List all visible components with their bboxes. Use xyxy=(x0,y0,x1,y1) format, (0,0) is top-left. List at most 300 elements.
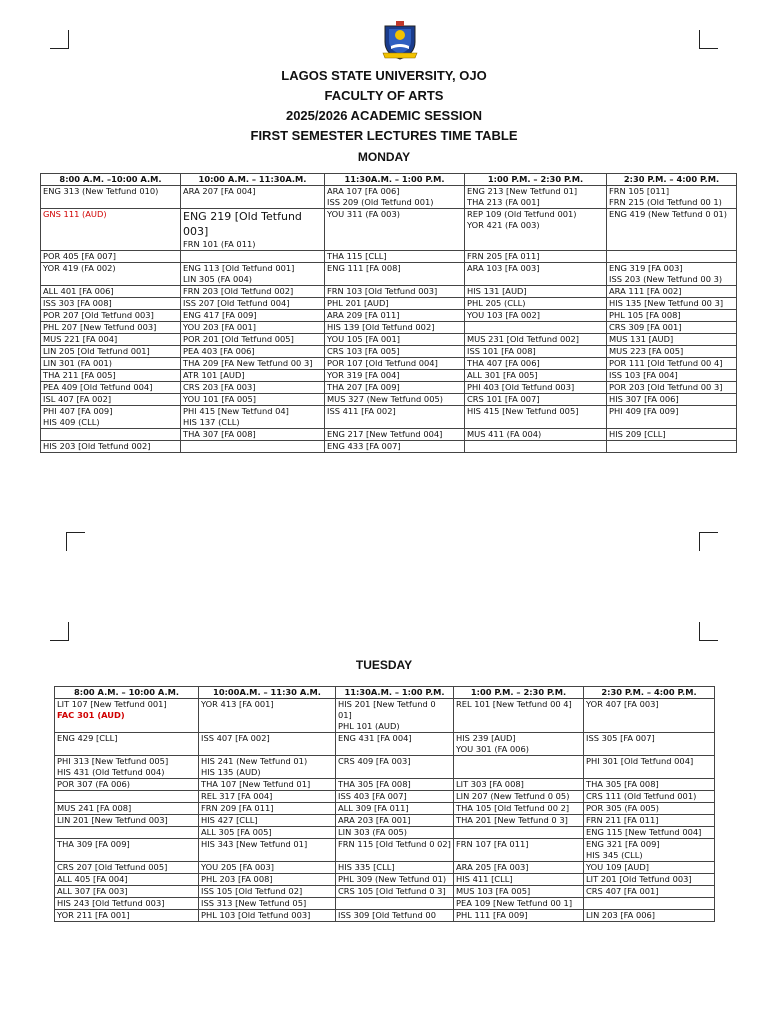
table-row xyxy=(55,791,715,803)
course-entry: ENG 417 [FA 009] xyxy=(183,310,257,320)
table-cell xyxy=(199,815,336,827)
course-entry: MUS 223 [FA 005] xyxy=(609,346,684,356)
university-name: LAGOS STATE UNIVERSITY, OJO xyxy=(281,68,487,83)
course-entry xyxy=(183,251,322,262)
course-entry: GNS 111 (AUD) xyxy=(43,209,107,219)
course-entry: PHI 415 [New Tetfund 04] xyxy=(183,406,289,416)
course-entry xyxy=(183,441,322,452)
course-entry: MUS 411 (FA 004) xyxy=(467,429,542,439)
table-cell xyxy=(199,910,336,922)
course-entry: THA 213 (FA 001] xyxy=(467,197,540,207)
course-entry: FRN 103 [Old Tetfund 003] xyxy=(327,286,438,296)
course-entry: YOU 101 [FA 005] xyxy=(183,394,256,404)
table-cell xyxy=(454,827,584,839)
table-cell xyxy=(336,839,454,862)
table-cell xyxy=(465,286,607,298)
course-entry: LIN 205 [Old Tetfund 001] xyxy=(43,346,150,356)
course-entry: CRS 203 [FA 003] xyxy=(183,382,256,392)
table-row xyxy=(55,910,715,922)
course-entry: THA 207 [FA 009] xyxy=(327,382,400,392)
faculty-name: FACULTY OF ARTS xyxy=(324,88,444,103)
table-cell xyxy=(465,346,607,358)
table-cell xyxy=(584,827,715,839)
table-cell xyxy=(325,370,465,382)
course-entry: THA 115 [CLL] xyxy=(327,251,387,261)
course-entry: POR 107 [Old Tetfund 004] xyxy=(327,358,438,368)
table-cell xyxy=(607,358,737,370)
course-entry: HIS 131 [AUD] xyxy=(467,286,527,296)
course-entry: HIS 411 [CLL] xyxy=(456,874,513,884)
course-entry: PEA 403 [FA 006] xyxy=(183,346,255,356)
table-row xyxy=(41,394,737,406)
table-cell xyxy=(55,791,199,803)
course-entry: ENG 429 [CLL] xyxy=(57,733,118,743)
table-cell xyxy=(55,815,199,827)
course-entry: ARA 209 [FA 011] xyxy=(327,310,400,320)
course-entry: PEA 409 [Old Tetfund 004] xyxy=(43,382,153,392)
table-cell xyxy=(336,862,454,874)
course-entry: FRN 211 [FA 011] xyxy=(586,815,659,825)
course-entry: ISS 309 [Old Tetfund 00 xyxy=(338,910,436,920)
course-entry: ENG 319 [FA 003] xyxy=(609,263,683,273)
course-entry: PHI 403 [Old Tetfund 003] xyxy=(467,382,575,392)
course-entry: HIS 431 (Old Tetfund 004) xyxy=(57,767,165,777)
table-cell xyxy=(55,874,199,886)
course-entry: FRN 115 [Old Tetfund 0 02] xyxy=(338,839,451,849)
table-row xyxy=(55,827,715,839)
table-cell xyxy=(336,803,454,815)
course-entry: ARA 107 [FA 006] xyxy=(327,186,400,196)
course-entry: YOR 319 [FA 004] xyxy=(327,370,400,380)
table-cell xyxy=(181,406,325,429)
table-cell xyxy=(325,334,465,346)
course-entry: ENG 313 (New Tetfund 010) xyxy=(43,186,159,196)
course-entry: HIS 135 (AUD) xyxy=(201,767,261,777)
table-cell xyxy=(336,733,454,756)
course-entry: PHL 111 [FA 009] xyxy=(456,910,528,920)
table-cell xyxy=(199,839,336,862)
table-cell xyxy=(465,310,607,322)
table-cell xyxy=(465,334,607,346)
course-entry: ALL 307 [FA 003] xyxy=(57,886,128,896)
monday-timetable xyxy=(40,173,737,453)
timetable-title: FIRST SEMESTER LECTURES TIME TABLE xyxy=(250,128,518,143)
table-cell xyxy=(454,779,584,791)
table-cell xyxy=(454,815,584,827)
tuesday-header-row xyxy=(55,687,715,699)
table-cell xyxy=(584,886,715,898)
table-cell xyxy=(465,186,607,209)
course-entry xyxy=(609,251,734,262)
table-cell xyxy=(181,346,325,358)
table-row xyxy=(41,310,737,322)
course-entry: POR 111 [Old Tetfund 00 4] xyxy=(609,358,723,368)
course-entry: REL 101 [New Tetfund 00 4] xyxy=(456,699,572,709)
course-entry: YOU 203 [FA 001] xyxy=(183,322,256,332)
course-entry: HIS 335 [CLL] xyxy=(338,862,395,872)
course-entry: ARA 203 [FA 001] xyxy=(338,815,411,825)
course-entry xyxy=(57,827,196,838)
table-cell xyxy=(607,406,737,429)
course-entry: CRS 103 [FA 005] xyxy=(327,346,400,356)
course-entry: PHI 301 [Old Tetfund 004] xyxy=(586,756,694,766)
course-entry: ENG 111 [FA 008] xyxy=(327,263,401,273)
course-entry: LIT 201 [Old Tetfund 003] xyxy=(586,874,692,884)
table-cell xyxy=(584,791,715,803)
course-entry: MUS 231 [Old Tetfund 002] xyxy=(467,334,580,344)
table-cell xyxy=(336,756,454,779)
table-cell xyxy=(454,699,584,733)
table-cell xyxy=(584,699,715,733)
table-cell xyxy=(584,898,715,910)
table-cell xyxy=(181,186,325,209)
table-cell xyxy=(181,334,325,346)
course-entry: POR 203 [Old Tetfund 00 3] xyxy=(609,382,723,392)
crop-mark-lower-left xyxy=(50,622,69,641)
course-entry xyxy=(609,441,734,452)
course-entry xyxy=(586,898,712,909)
course-entry: YOU 109 [AUD] xyxy=(586,862,649,872)
crop-mark-lower-right xyxy=(699,622,718,641)
table-row xyxy=(41,298,737,310)
table-cell xyxy=(181,286,325,298)
course-entry: ENG 219 [Old Tetfund 003] xyxy=(183,210,302,238)
course-entry: ENG 113 [Old Tetfund 001] xyxy=(183,263,295,273)
table-cell xyxy=(584,779,715,791)
table-cell xyxy=(55,910,199,922)
table-cell xyxy=(454,886,584,898)
table-cell xyxy=(465,263,607,286)
course-entry: REP 109 (Old Tetfund 001) xyxy=(467,209,577,219)
course-entry: THA 407 [FA 006] xyxy=(467,358,540,368)
course-entry: PHL 201 [AUD] xyxy=(327,298,389,308)
course-entry: PHL 309 (New Tetfund 01) xyxy=(338,874,447,884)
crop-mark-top-left xyxy=(50,30,69,49)
course-entry: HIS 409 (CLL) xyxy=(43,417,100,427)
table-cell xyxy=(336,791,454,803)
table-cell xyxy=(55,898,199,910)
crop-mark-top-right xyxy=(699,30,718,49)
course-entry: HIS 307 [FA 006] xyxy=(609,394,679,404)
table-cell xyxy=(325,346,465,358)
course-entry: ENG 419 (New Tetfund 0 01) xyxy=(609,209,728,219)
course-entry: ATR 101 [AUD] xyxy=(183,370,245,380)
course-entry: CRS 101 [FA 007] xyxy=(467,394,540,404)
table-cell xyxy=(199,791,336,803)
table-row xyxy=(41,251,737,263)
monday-column-header: 10:00 A.M. – 11:30A.M. xyxy=(181,174,325,186)
table-cell xyxy=(181,441,325,453)
table-cell xyxy=(454,910,584,922)
course-entry: ENG 321 [FA 009] xyxy=(586,839,660,849)
tuesday-column-header: 8:00 A.M. – 10:00 A.M. xyxy=(55,687,199,699)
table-row xyxy=(41,441,737,453)
table-cell xyxy=(325,358,465,370)
course-entry: ENG 213 [New Tetfund 01] xyxy=(467,186,578,196)
table-cell xyxy=(584,733,715,756)
table-row xyxy=(55,886,715,898)
course-entry: ISS 207 [Old Tetfund 004] xyxy=(183,298,290,308)
course-entry: PHL 105 [FA 008] xyxy=(609,310,681,320)
crop-mark-mid-left xyxy=(66,532,85,551)
table-row xyxy=(41,263,737,286)
table-cell xyxy=(41,441,181,453)
table-cell xyxy=(465,429,607,441)
table-cell xyxy=(607,346,737,358)
table-cell xyxy=(41,429,181,441)
course-entry: LIN 303 (FA 005) xyxy=(338,827,408,837)
table-cell xyxy=(465,358,607,370)
course-entry: ISS 411 [FA 002] xyxy=(327,406,396,416)
table-cell xyxy=(607,322,737,334)
course-entry: ALL 305 [FA 005] xyxy=(201,827,272,837)
table-cell xyxy=(465,298,607,310)
course-entry: PHL 101 (AUD) xyxy=(338,721,400,731)
course-entry: YOR 211 [FA 001] xyxy=(57,910,130,920)
course-entry: THA 107 [New Tetfund 01] xyxy=(201,779,311,789)
course-entry: CRS 309 [FA 001] xyxy=(609,322,682,332)
table-cell xyxy=(55,733,199,756)
crop-mark-mid-right xyxy=(699,532,718,551)
course-entry: MUS 131 [AUD] xyxy=(609,334,674,344)
course-entry: ISS 203 (New Tetfund 00 3) xyxy=(609,274,723,284)
table-cell xyxy=(181,382,325,394)
course-entry: PHI 313 [New Tetfund 005] xyxy=(57,756,169,766)
course-entry: ISS 101 [FA 008] xyxy=(467,346,536,356)
course-entry: HIS 139 [Old Tetfund 002] xyxy=(327,322,435,332)
course-entry: FRN 105 [011] xyxy=(609,186,670,196)
course-entry: ARA 103 [FA 003] xyxy=(467,263,540,273)
table-cell xyxy=(41,346,181,358)
table-cell xyxy=(41,370,181,382)
course-entry: HIS 243 [Old Tetfund 003] xyxy=(57,898,165,908)
table-row xyxy=(41,186,737,209)
table-cell xyxy=(454,733,584,756)
table-cell xyxy=(336,910,454,922)
course-entry: ARA 111 [FA 002] xyxy=(609,286,682,296)
course-entry: LIN 201 [New Tetfund 003] xyxy=(57,815,168,825)
table-row xyxy=(41,382,737,394)
course-entry: ALL 405 [FA 004] xyxy=(57,874,128,884)
course-entry: THA 201 [New Tetfund 0 3] xyxy=(456,815,568,825)
course-entry: REL 317 [FA 004] xyxy=(201,791,273,801)
table-cell xyxy=(607,334,737,346)
course-entry: YOR 413 [FA 001] xyxy=(201,699,274,709)
tuesday-column-header: 10:00A.M. – 11:30 A.M. xyxy=(199,687,336,699)
course-entry: YOR 421 (FA 003) xyxy=(467,220,540,230)
table-cell xyxy=(181,310,325,322)
table-cell xyxy=(41,394,181,406)
table-cell xyxy=(181,298,325,310)
table-cell xyxy=(181,370,325,382)
table-row xyxy=(55,815,715,827)
course-entry: CRS 409 [FA 003] xyxy=(338,756,411,766)
table-cell xyxy=(41,286,181,298)
table-row xyxy=(41,429,737,441)
course-entry: ISS 403 [FA 007] xyxy=(338,791,407,801)
course-entry: MUS 221 [FA 004] xyxy=(43,334,118,344)
table-cell xyxy=(325,209,465,251)
table-cell xyxy=(454,791,584,803)
table-row xyxy=(41,286,737,298)
tuesday-column-header: 1:00 P.M. – 2:30 P.M. xyxy=(454,687,584,699)
table-cell xyxy=(41,334,181,346)
table-cell xyxy=(607,298,737,310)
course-entry: FRN 205 [FA 011] xyxy=(467,251,540,261)
table-cell xyxy=(465,382,607,394)
table-cell xyxy=(199,779,336,791)
table-row xyxy=(55,839,715,862)
table-cell xyxy=(41,382,181,394)
course-entry: YOU 301 (FA 006) xyxy=(456,744,529,754)
table-cell xyxy=(465,322,607,334)
table-cell xyxy=(41,263,181,286)
course-entry: HIS 239 [AUD] xyxy=(456,733,516,743)
course-entry: ENG 217 [New Tetfund 004] xyxy=(327,429,443,439)
course-entry: PEA 109 [New Tetfund 00 1] xyxy=(456,898,573,908)
table-row xyxy=(55,699,715,733)
table-cell xyxy=(584,910,715,922)
table-cell xyxy=(607,286,737,298)
course-entry: HIS 203 [Old Tetfund 002] xyxy=(43,441,151,451)
table-cell xyxy=(465,394,607,406)
tuesday-timetable xyxy=(54,686,715,922)
table-cell xyxy=(325,263,465,286)
table-cell xyxy=(325,429,465,441)
course-entry: ISS 303 [FA 008] xyxy=(43,298,112,308)
course-entry: FRN 107 [FA 011] xyxy=(456,839,529,849)
table-cell xyxy=(199,862,336,874)
table-cell xyxy=(454,874,584,886)
course-entry: PHI 409 [FA 009] xyxy=(609,406,679,416)
table-cell xyxy=(584,874,715,886)
table-cell xyxy=(336,779,454,791)
table-cell xyxy=(199,733,336,756)
course-entry: ALL 401 [FA 006] xyxy=(43,286,114,296)
table-cell xyxy=(199,756,336,779)
course-entry xyxy=(456,827,581,838)
table-cell xyxy=(41,406,181,429)
course-entry: ISS 209 (Old Tetfund 001) xyxy=(327,197,434,207)
course-entry: HIS 427 [CLL] xyxy=(201,815,258,825)
table-cell xyxy=(199,803,336,815)
table-row xyxy=(55,803,715,815)
table-cell xyxy=(336,874,454,886)
table-cell xyxy=(41,310,181,322)
table-cell xyxy=(607,263,737,286)
table-cell xyxy=(41,209,181,251)
course-entry xyxy=(43,429,178,440)
course-entry: MUS 327 (New Tetfund 005) xyxy=(327,394,444,404)
table-row xyxy=(41,406,737,429)
course-entry xyxy=(456,756,581,767)
table-cell xyxy=(454,898,584,910)
table-cell xyxy=(584,803,715,815)
table-cell xyxy=(325,186,465,209)
course-entry xyxy=(338,898,451,909)
course-entry: ISS 105 [Old Tetfund 02] xyxy=(201,886,303,896)
course-entry: YOU 103 [FA 002] xyxy=(467,310,540,320)
table-cell xyxy=(584,756,715,779)
course-entry: MUS 241 [FA 008] xyxy=(57,803,132,813)
table-cell xyxy=(607,441,737,453)
table-row xyxy=(55,779,715,791)
table-cell xyxy=(41,251,181,263)
table-cell xyxy=(181,358,325,370)
course-entry: PHL 207 [New Tetfund 003] xyxy=(43,322,157,332)
table-cell xyxy=(607,394,737,406)
table-row xyxy=(55,898,715,910)
table-cell xyxy=(55,756,199,779)
course-entry: THA 105 [Old Tetfund 00 2] xyxy=(456,803,570,813)
course-entry: THA 309 [FA 009] xyxy=(57,839,130,849)
table-cell xyxy=(181,394,325,406)
table-cell xyxy=(325,286,465,298)
table-cell xyxy=(55,827,199,839)
course-entry: HIS 201 [New Tetfund 0 01] xyxy=(338,699,436,720)
course-entry: YOU 105 [FA 001] xyxy=(327,334,400,344)
course-entry: HIS 135 [New Tetfund 00 3] xyxy=(609,298,724,308)
table-cell xyxy=(465,251,607,263)
table-cell xyxy=(465,370,607,382)
course-entry xyxy=(467,322,604,333)
table-cell xyxy=(607,310,737,322)
table-cell xyxy=(181,251,325,263)
course-entry: LIN 301 (FA 001) xyxy=(43,358,113,368)
table-cell xyxy=(336,886,454,898)
course-entry: ISS 305 [FA 007] xyxy=(586,733,655,743)
table-row xyxy=(41,322,737,334)
course-entry: ISS 103 [FA 004] xyxy=(609,370,678,380)
table-cell xyxy=(181,429,325,441)
table-cell xyxy=(41,186,181,209)
table-cell xyxy=(181,209,325,251)
table-cell xyxy=(465,209,607,251)
table-cell xyxy=(607,382,737,394)
course-entry: PHL 103 [Old Tetfund 003] xyxy=(201,910,311,920)
monday-column-header: 8:00 A.M. –10:00 A.M. xyxy=(41,174,181,186)
course-entry: HIS 345 (CLL) xyxy=(586,850,643,860)
course-entry: ENG 115 [New Tetfund 004] xyxy=(586,827,702,837)
course-entry: LIN 305 (FA 004) xyxy=(183,274,253,284)
tuesday-label: TUESDAY xyxy=(355,658,413,672)
course-entry: HIS 415 [New Tetfund 005] xyxy=(467,406,579,416)
course-entry: LIT 107 [New Tetfund 001] xyxy=(57,699,167,709)
table-row xyxy=(41,209,737,251)
table-cell xyxy=(454,862,584,874)
table-cell xyxy=(55,839,199,862)
table-cell xyxy=(454,803,584,815)
course-entry: HIS 343 [New Tetfund 01] xyxy=(201,839,308,849)
course-entry: PHL 205 (CLL) xyxy=(467,298,526,308)
table-cell xyxy=(325,382,465,394)
course-entry: LIT 303 [FA 008] xyxy=(456,779,524,789)
course-entry: POR 307 (FA 006) xyxy=(57,779,131,789)
course-entry: POR 201 [Old Tetfund 005] xyxy=(183,334,294,344)
course-entry: HIS 209 [CLL] xyxy=(609,429,666,439)
table-cell xyxy=(55,886,199,898)
table-cell xyxy=(181,322,325,334)
table-cell xyxy=(607,370,737,382)
table-cell xyxy=(325,322,465,334)
course-entry: THA 307 [FA 008] xyxy=(183,429,256,439)
course-entry: POR 405 [FA 007] xyxy=(43,251,117,261)
table-cell xyxy=(607,251,737,263)
table-cell xyxy=(199,699,336,733)
table-cell xyxy=(336,898,454,910)
table-cell xyxy=(336,699,454,733)
table-cell xyxy=(454,839,584,862)
